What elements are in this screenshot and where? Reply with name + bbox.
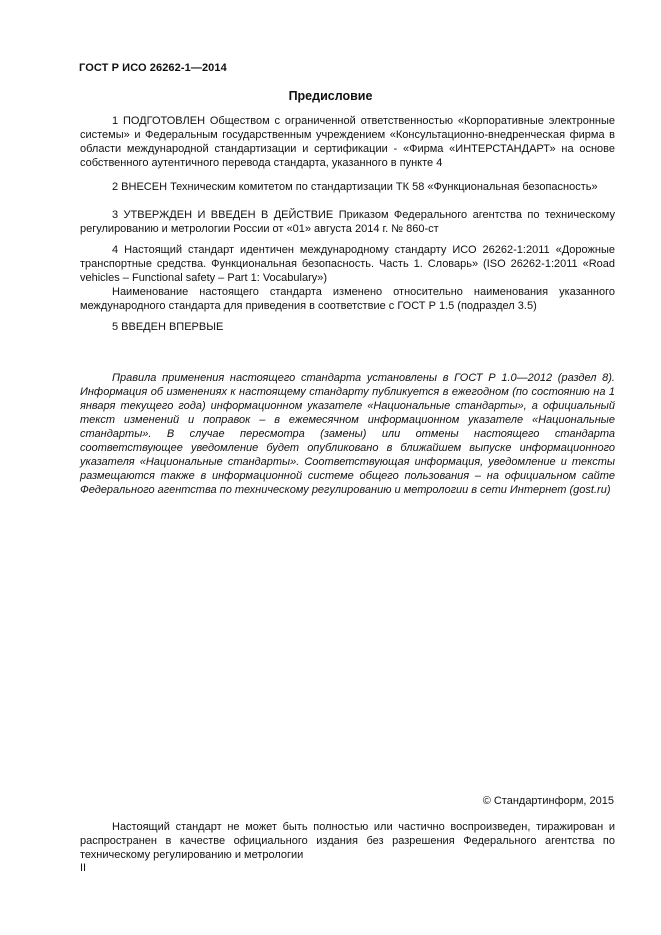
copyright: © Стандартинформ, 2015 [482, 795, 614, 807]
document-code: ГОСТ Р ИСО 26262-1—2014 [79, 62, 227, 74]
rules-notice-text: Правила применения настоящего стандарта установлены в ГОСТ Р 1.0—2012 (раздел 8). Информация об изменениях к настоящему стандарту публикуется в ежегодном (по состоянию на 1 января текущего года) информационном указателе «Национальные стандарты», а официальный текст изменений и поправок – в ежемесячном информационном указателе «Национальные стандарты». В случае пересмотра (замены) или отмены настоящего стандарта соответствующее уведомление будет опубликовано в ближайшем выпуске информационного указателя «Национальные стандарты». Соответствующая информация, уведомление и тексты размещаются также в информационной системе общего пользования – на официальном сайте Федерального агентства по техническому регулированию и метрологии в сети Интернет (gost.ru) [80, 372, 615, 496]
item-2 [80, 180, 615, 194]
item-3-text: 3 УТВЕРЖДЕН И ВВЕДЕН В ДЕЙСТВИЕ Приказом Федерального агентства по техническому регулированию и метрологии России от «01» августа 2014 г. № 860-ст [80, 209, 615, 235]
reproduction-notice [80, 820, 615, 862]
item-4-text: 4 Настоящий стандарт идентичен международному стандарту ИСО 26262-1:2011 «Дорожные транспортные средства. Функциональная безопасность. Часть 1. Словарь» (ISO 26262-1:2011 «Road vehicles – Functional safety – Part 1: Vocabulary») [80, 244, 615, 284]
item-1-text: 1 ПОДГОТОВЛЕН Обществом с ограниченной ответственностью «Корпоративные электронные системы» и Федеральным государственным учреждением «Консультационно-внедренческая фирма в области международной стандартизации и сертификации - «Фирма «ИНТЕРСТАНДАРТ» на основе собственного аутентичного перевода стандарта, указанного в пункте 4 [80, 115, 615, 169]
page-title: Предисловие [288, 89, 373, 103]
item-4 [80, 243, 615, 313]
item-5 [80, 320, 615, 334]
item-3 [80, 208, 615, 236]
item-5-text: 5 ВВЕДЕН ВПЕРВЫЕ [112, 321, 224, 333]
rules-notice [80, 371, 615, 497]
item-4-note: Наименование настоящего стандарта изменено относительно наименования указанного международного стандарта для приведения в соответствие с ГОСТ Р 1.5 (подраздел 3.5) [80, 286, 615, 312]
item-1 [80, 114, 615, 170]
reproduction-notice-text: Настоящий стандарт не может быть полностью или частично воспроизведен, тиражирован и распространен в качестве официального издания без разрешения Федерального агентства по техническому регулированию и метрологии [80, 821, 615, 861]
item-2-text: 2 ВНЕСЕН Техническим комитетом по стандартизации ТК 58 «Функциональная безопасность» [112, 181, 598, 193]
page-number: II [80, 862, 87, 874]
